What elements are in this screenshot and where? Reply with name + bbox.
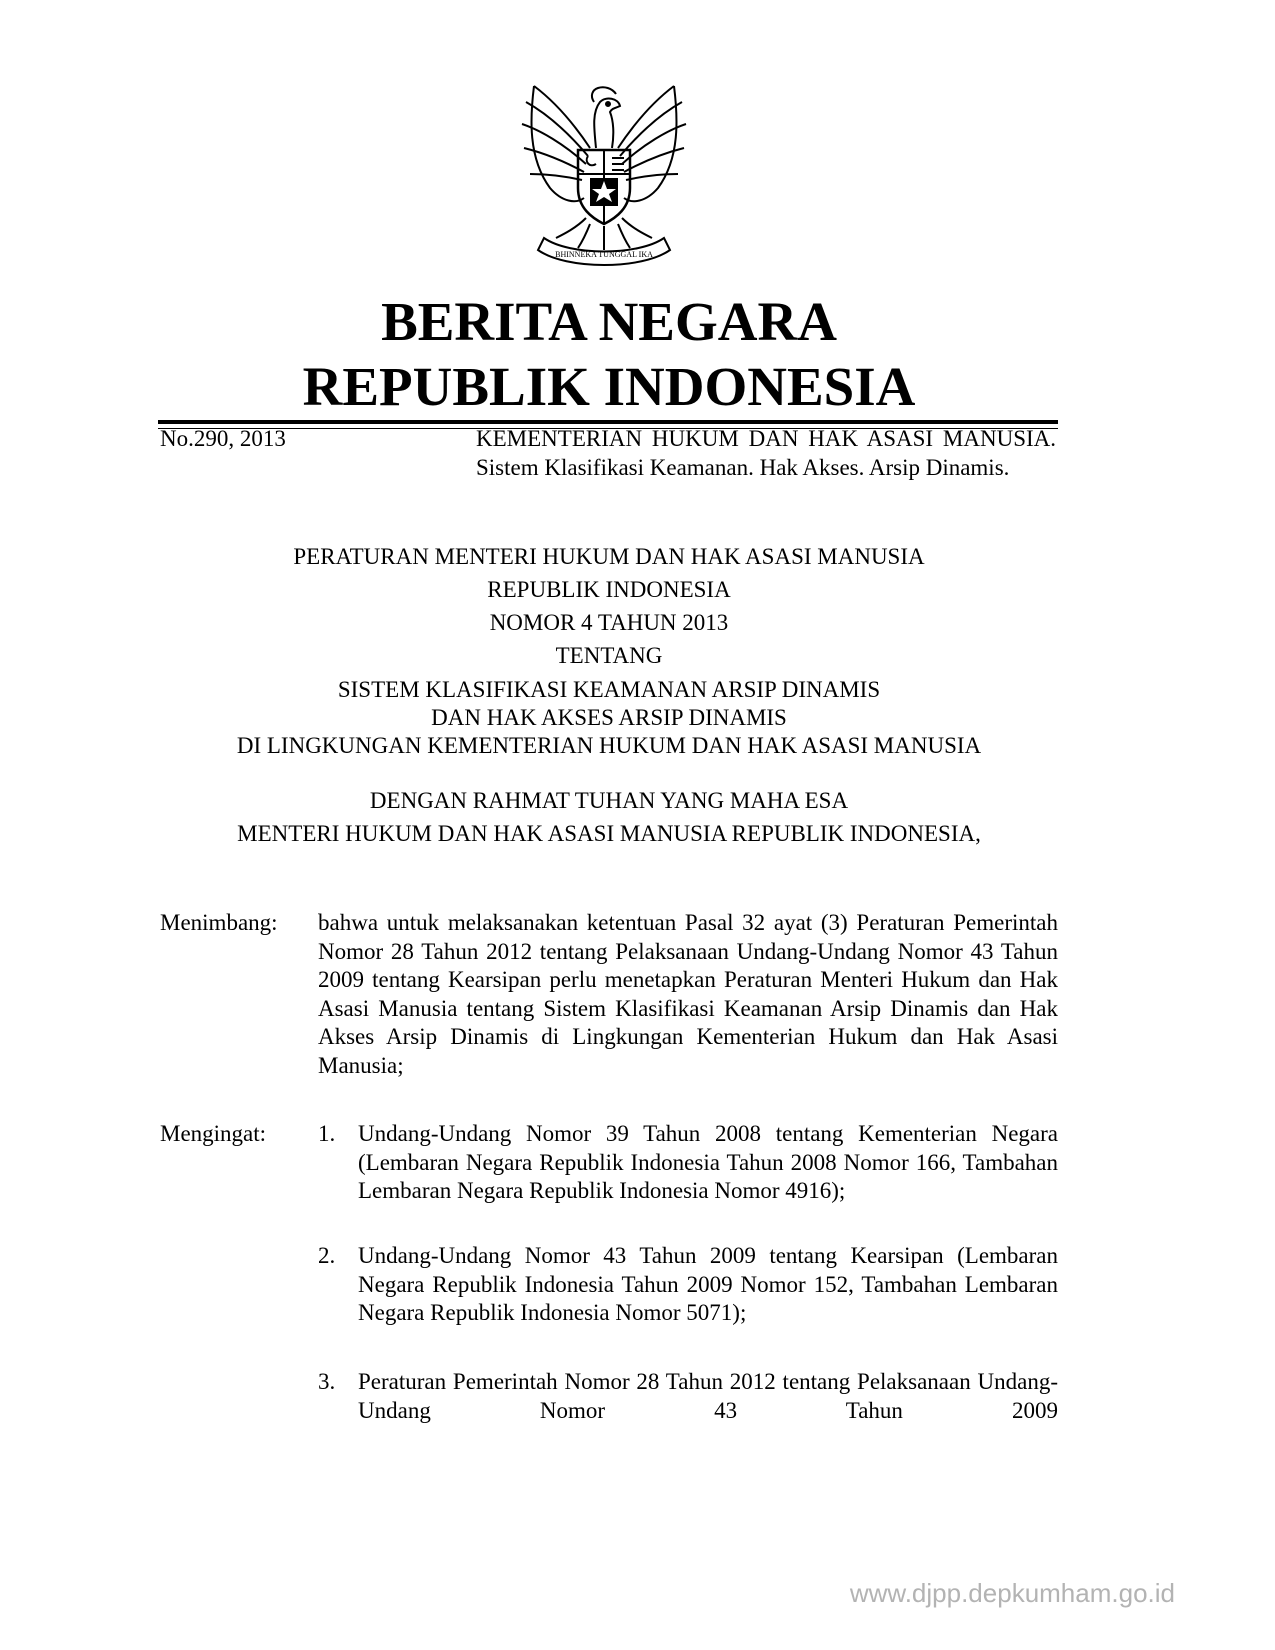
masthead-title-line-1: BERITA NEGARA [381,291,837,352]
list-item-text: Undang-Undang Nomor 43 Tahun 2009 tentang Kearsipan (Lembaran Negara Republik Indonesia Tahun 2009 Nomor 152, Tambahan Lembaran Negara Republik Indonesia Nomor 5071); [358,1243,1058,1325]
list-item-text: Peraturan Pemerintah Nomor 28 Tahun 2012 tentang Pelaksanaan Undang-Undang Nomor 43 Tahun 2009 [358,1369,1058,1423]
regulation-line-3: NOMOR 4 TAHUN 2013 [489,610,729,635]
emblem-motto: BHINNEKA TUNGGAL IKA [555,250,653,259]
mengingat-label: Mengingat: [160,1121,267,1146]
regulation-line-1: PERATURAN MENTERI HUKUM DAN HAK ASASI MANUSIA [293,544,925,569]
regulation-line-2: REPUBLIK INDONESIA [487,577,731,602]
mengingat-item [318,1120,1058,1206]
topic-line-1: SISTEM KLASIFIKASI KEAMANAN ARSIP DINAMIS [337,677,881,702]
regulation-topic [160,676,1058,760]
opening-formula [160,784,1058,850]
list-item-number: 3. [318,1369,336,1394]
list-item-number: 1. [318,1121,336,1146]
topic-line-3: DI LINGKUNGAN KEMENTERIAN HUKUM DAN HAK ASASI MANUSIA [236,733,982,758]
garuda-emblem [520,78,688,268]
menimbang-text: bahwa untuk melaksanakan ketentuan Pasal 32 ayat (3) Peraturan Pemerintah Nomor 28 Tahun 2012 tentang Pelaksanaan Undang-Undang Nomor 43 Tahun 2009 tentang Kearsipan perlu menetapkan Peraturan Menteri Hukum dan Hak Asasi Manusia tentang Sistem Klasifikasi Keamanan Arsip Dinamis dan Hak Akses Arsip Dinamis di Lingkungan Kementerian Hukum dan Hak Asasi Manusia; [318,910,1058,1078]
document-summary: KEMENTERIAN HUKUM DAN HAK ASASI MANUSIA. Sistem Klasifikasi Keamanan. Hak Akses. Arsip Dinamis. [476,426,1056,480]
regulation-heading [160,540,1058,672]
opening-line-2: MENTERI HUKUM DAN HAK ASASI MANUSIA REPUBLIK INDONESIA, [237,821,981,846]
mengingat-item [318,1368,1058,1425]
regulation-line-4: TENTANG [555,643,663,668]
list-item-number: 2. [318,1243,336,1268]
opening-line-1: DENGAN RAHMAT TUHAN YANG MAHA ESA [369,788,849,813]
topic-line-2: DAN HAK AKSES ARSIP DINAMIS [431,705,787,730]
list-item-text: Undang-Undang Nomor 39 Tahun 2008 tentang Kementerian Negara (Lembaran Negara Republik Indonesia Tahun 2008 Nomor 166, Tambahan Lembaran Negara Republik Indonesia Nomor 4916); [358,1121,1058,1203]
masthead-title-line-2: REPUBLIK INDONESIA [302,356,916,417]
menimbang-label: Menimbang: [160,910,278,935]
source-watermark: www.djpp.depkumham.go.id [849,1578,1175,1608]
mengingat-item [318,1242,1058,1328]
document-number: No.290, 2013 [160,426,286,451]
